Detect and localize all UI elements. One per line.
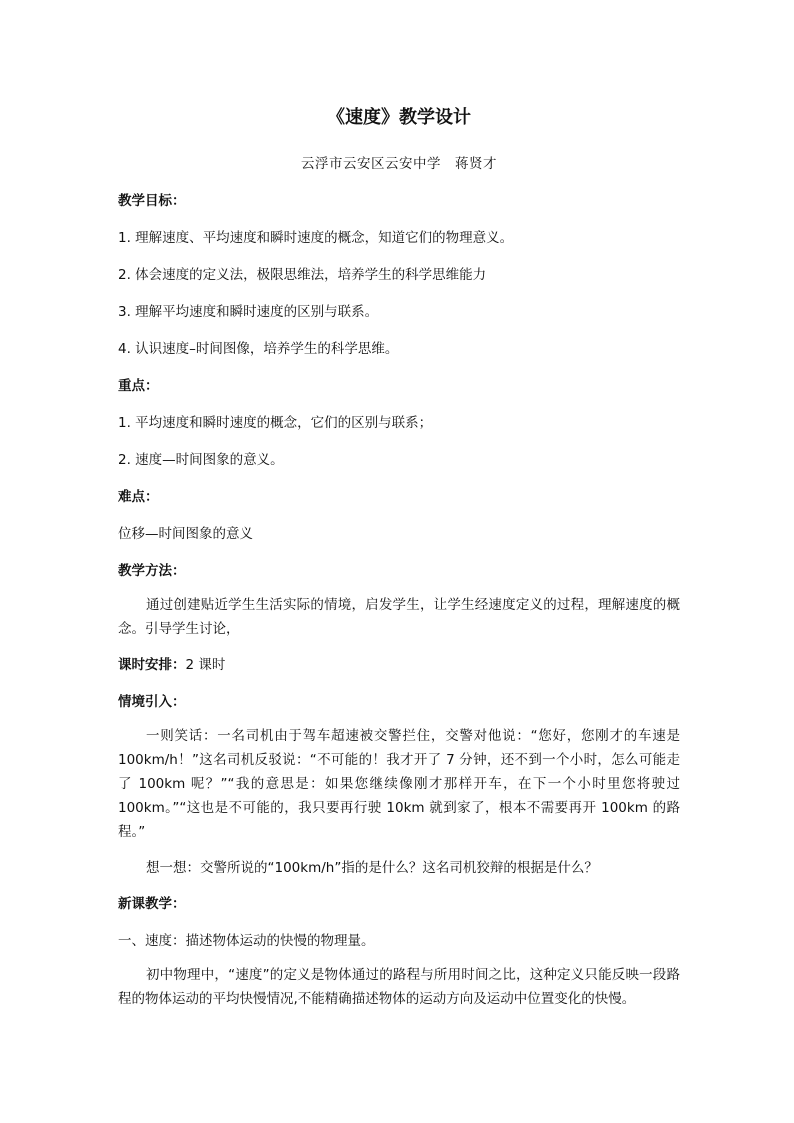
document-page	[118, 106, 680, 1011]
methods-heading: 教学方法：	[118, 563, 186, 579]
speed-definition: 一、速度：描述物体运动的快慢的物理量。	[118, 933, 375, 949]
key-point-item: 1. 平均速度和瞬时速度的概念，它们的区别与联系；	[118, 415, 433, 431]
schedule-value: 2 课时	[185, 657, 226, 673]
methods-paragraph: 通过创建贴近学生生活实际的情境，启发学生，让学生经速度定义的过程，理解速度的概念。引导学生讨论，	[118, 597, 680, 637]
objective-item: 4. 认识速度–时间图像，培养学生的科学思维。	[118, 341, 399, 357]
objective-item: 1. 理解速度、平均速度和瞬时速度的概念，知道它们的物理意义。	[118, 230, 514, 246]
key-points-heading: 重点：	[118, 378, 159, 394]
objective-item: 3. 理解平均速度和瞬时速度的区别与联系。	[118, 304, 379, 320]
speed-paragraph: 初中物理中，“速度”的定义是物体通过的路程与所用时间之比，这种定义只能反映一段路程的物体运动的平均快慢情况,不能精确描述物体的运动方向及运动中位置变化的快慢。	[118, 967, 680, 1007]
intro-question-paragraph: 想一想：交警所说的“100km/h”指的是什么？这名司机狡辩的根据是什么？	[146, 860, 598, 876]
objective-item: 2. 体会速度的定义法，极限思维法，培养学生的科学思维能力	[118, 267, 487, 283]
difficulties-text: 位移—时间图象的意义	[118, 526, 253, 542]
intro-heading: 情境引入：	[118, 694, 186, 710]
key-point-item: 2. 速度—时间图象的意义。	[118, 452, 284, 468]
document-title: 《速度》教学设计	[327, 107, 471, 128]
schedule-label: 课时安排：	[118, 657, 186, 673]
difficulties-heading: 难点：	[118, 489, 159, 505]
intro-story-paragraph: 一则笑话：一名司机由于驾车超速被交警拦住，交警对他说：“您好，您刚才的车速是100km/h！”这名司机反驳说：“不可能的！我才开了 7 分钟，还不到一个小时，怎么可能走了 100km 呢？”“我的意思是：如果您继续像刚才那样开车，在下一个小时里您将驶过100km。”“这也是不可能的，我只要再行驶 10km 就到家了，根本不需要再开 100km 的路程。”	[118, 728, 680, 840]
author-line: 云浮市云安区云安中学 蒋贤才	[301, 156, 497, 172]
schedule-line	[118, 655, 680, 675]
new-lesson-heading: 新课教学：	[118, 896, 186, 912]
objectives-heading: 教学目标：	[118, 193, 186, 209]
